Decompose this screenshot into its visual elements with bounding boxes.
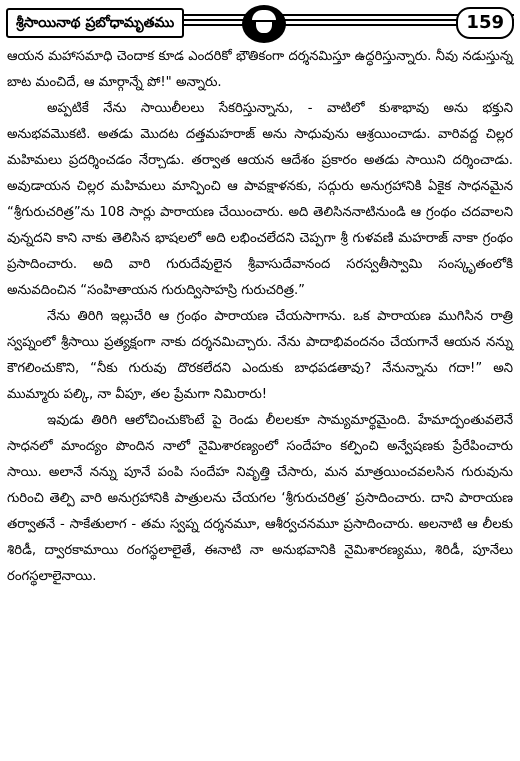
running-header: [6, 5, 514, 39]
paragraph: ఆయన మహాసమాధి చెందాక కూడ ఎందరికో భౌతికంగా దర్శనమిస్తూ ఉద్ధరిస్తున్నారు. నీవు నడుస్తున్న బాట మంచిదే, ఆ మార్గాన్నే పో!" అన్నారు.: [7, 49, 513, 90]
page-number: 159: [456, 7, 514, 39]
portrait-headcloth: [252, 10, 276, 22]
page-body: [7, 44, 513, 590]
running-title: శ్రీసాయినాథ ప్రబోధామృతము: [6, 8, 184, 38]
paragraph: నేను తిరిగి ఇల్లుచేరి ఆ గ్రంథం పారాయణ చేయసాగాను. ఒక పారాయణ ముగిసిన రాత్రి స్వప్నంలో శ్రీసాయి ప్రత్యక్షంగా నాకు దర్శనమిచ్చారు. నేను పాదాభివందనం చేయగానే ఆయన నన్ను కౌగలించుకొని, “నీకు గురువు దొరకలేదని ఎందుకు బాధపడతావు? నేనున్నాను గదా!” అని ముమ్మారు పల్కి, నా వీపూ, తల ప్రేమగా నిమిరారు!: [7, 309, 513, 402]
paragraph: అప్పటికే నేను సాయిలీలలు సేకరిస్తున్నాను, - వాటిలో కుశాభావు అను భక్తుని అనుభవమొకటి. అతడు మొదట దత్తమహరాజ్ అను సాధువును ఆశ్రయించాడు. వారివద్ద చిల్లర మహిమలు ప్రదర్శించడం నేర్చాడు. తర్వాత ఆయన ఆదేశం ప్రకారం అతడు సాయిని దర్శించాడు. అవుడాయన చిల్లర మహిమలు మాన్పించి ఆ పావక్షాళనకు, సద్గురు అనుగ్రహానికి ఏకైక సాధనమైన “శ్రీగురుచరిత్ర”ను 108 సార్లు పారాయణ చేయించారు. అది తెలిసిననాటినుండి ఆ గ్రంథం చదవాలని వున్నదని కాని నాకు తెలిసిన భాషలలో అది లభించలేదని చెప్పగా శ్రీ గుళవణి మహరాజ్ నాకా గ్రంథం ప్రసాదించారు. అది వారి గురుదేవులైన శ్రీవాసుదేవానంద సరస్వతీస్వామి సంస్కృతంలోకి అనువదించిన “సంహితాయన గురుద్విసాహస్రి గురుచరిత్ర.”: [7, 101, 513, 298]
sai-baba-portrait-icon: [242, 5, 286, 43]
paragraph: ఇవుడు తిరిగి ఆలోచించుకొంటే పై రెండు లీలలకూ సామ్యమార్థమైంది. హేమాద్పంతువలెనే సాధనలో మాంద్యం పొందిన నాలో నైమిశారణ్యంలో సందేహం కల్పించి అన్వేషణకు ప్రేరేపించారు సాయి. అలానే నన్ను పూనే పంపి సందేహ నివృత్తి చేసారు, మన మాత్రయించవలసిన గురువును గురించి తెల్పి వారి అనుగ్రహానికి పాత్రులను చేయగల ‘శ్రీగురుచరిత్ర’ ప్రసాదించారు. దాని పారాయణ తర్వాతనే - సాకేతులాగ - తమ స్వప్న దర్శనమూ, ఆశీర్వచనమూ ప్రసాదించారు. అలనాటి ఆ లీలకు శిరిడీ, ద్వారకామాయి రంగస్థలాలైతే, ఈనాటి నా అనుభవానికి నైమిశారణ్యము, శిరిడీ, పూనేలు రంగస్థలాలైనాయి.: [7, 413, 513, 584]
